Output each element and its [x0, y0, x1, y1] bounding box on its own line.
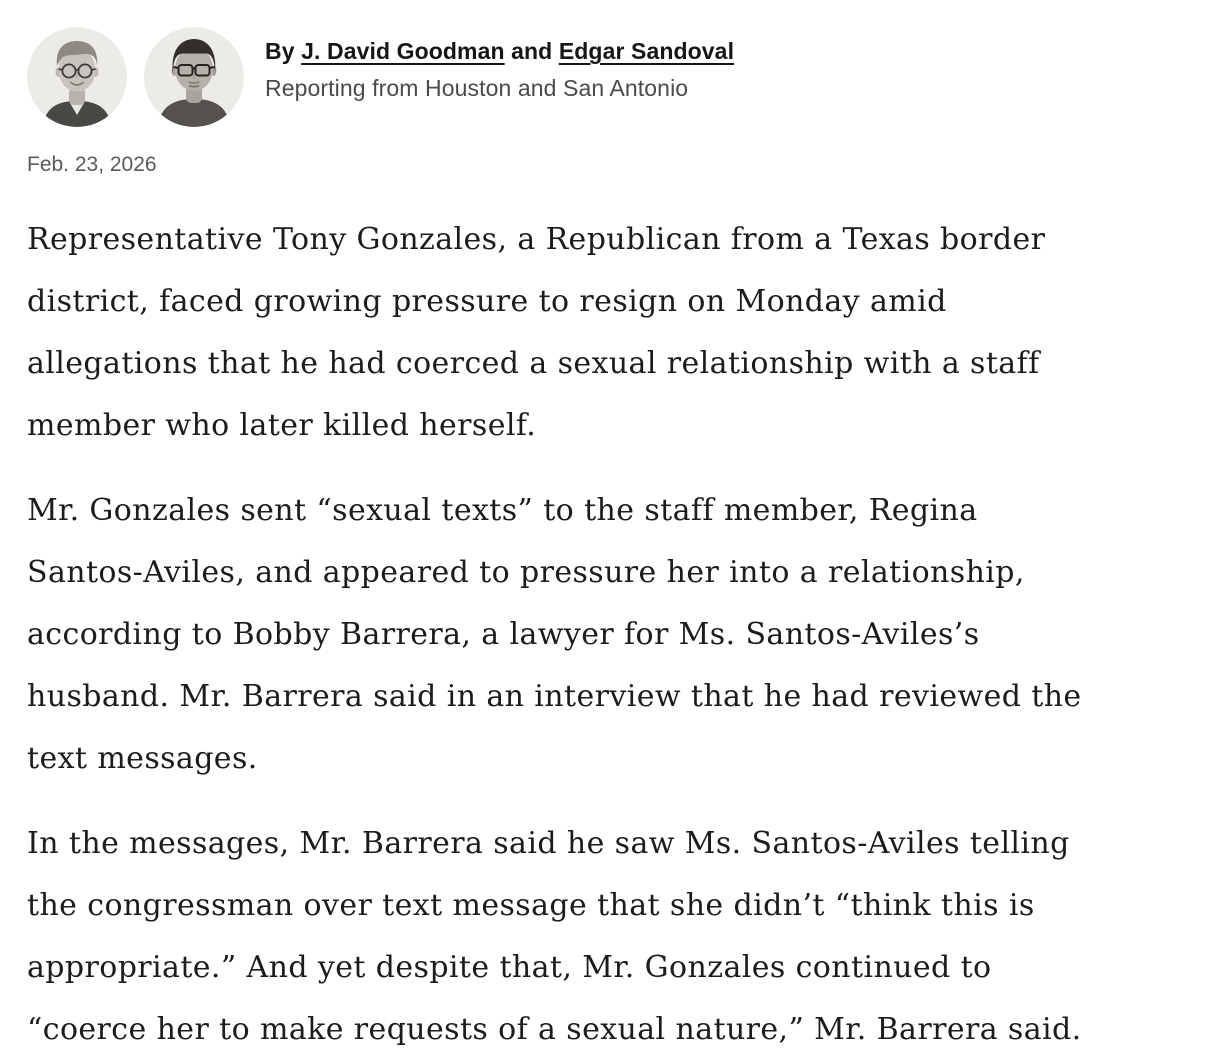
article-line: allegations that he had coerced a sexual relationship with a staff: [27, 346, 1040, 381]
author-avatar-sandoval[interactable]: [144, 27, 244, 127]
article-line: member who later killed herself.: [27, 408, 537, 443]
sandoval-headshot-icon: [144, 27, 244, 127]
byline: [265, 36, 734, 66]
author-avatar-goodman[interactable]: [27, 27, 127, 127]
article-line: according to Bobby Barrera, a lawyer for Ms. Santos-Aviles’s: [27, 617, 980, 652]
article-paragraph-3: [27, 813, 1230, 1061]
article-paragraph-1: [27, 209, 1230, 457]
article-line: the congressman over text message that she didn’t “think this is: [27, 888, 1035, 923]
article-line: In the messages, Mr. Barrera said he saw Ms. Santos-Aviles telling: [27, 826, 1070, 861]
article-body: [27, 209, 1230, 1061]
article-line: appropriate.” And yet despite that, Mr. Gonzales continued to: [27, 950, 992, 985]
article-paragraph-2: [27, 480, 1230, 790]
byline-block: [265, 27, 734, 103]
article-line: Santos-Aviles, and appeared to pressure her into a relationship,: [27, 555, 1025, 590]
article-line: Mr. Gonzales sent “sexual texts” to the staff member, Regina: [27, 493, 978, 528]
byline-connector: and: [511, 38, 553, 64]
goodman-headshot-icon: [27, 27, 127, 127]
author-link-sandoval[interactable]: Edgar Sandoval: [558, 38, 735, 64]
article-line: Representative Tony Gonzales, a Republican from a Texas border: [27, 222, 1046, 257]
author-link-goodman[interactable]: J. David Goodman: [301, 38, 505, 64]
article-line: district, faced growing pressure to resign on Monday amid: [27, 284, 947, 319]
article-line: text messages.: [27, 741, 258, 776]
byline-prefix: By: [265, 38, 295, 64]
article-line: “coerce her to make requests of a sexual nature,” Mr. Barrera said.: [27, 1012, 1082, 1047]
publish-date: Feb. 23, 2026: [27, 153, 157, 176]
byline-header: [27, 27, 1230, 127]
reporting-line: Reporting from Houston and San Antonio: [265, 75, 689, 101]
article-line: husband. Mr. Barrera said in an interview that he had reviewed the: [27, 679, 1082, 714]
author-avatars: [27, 27, 244, 127]
